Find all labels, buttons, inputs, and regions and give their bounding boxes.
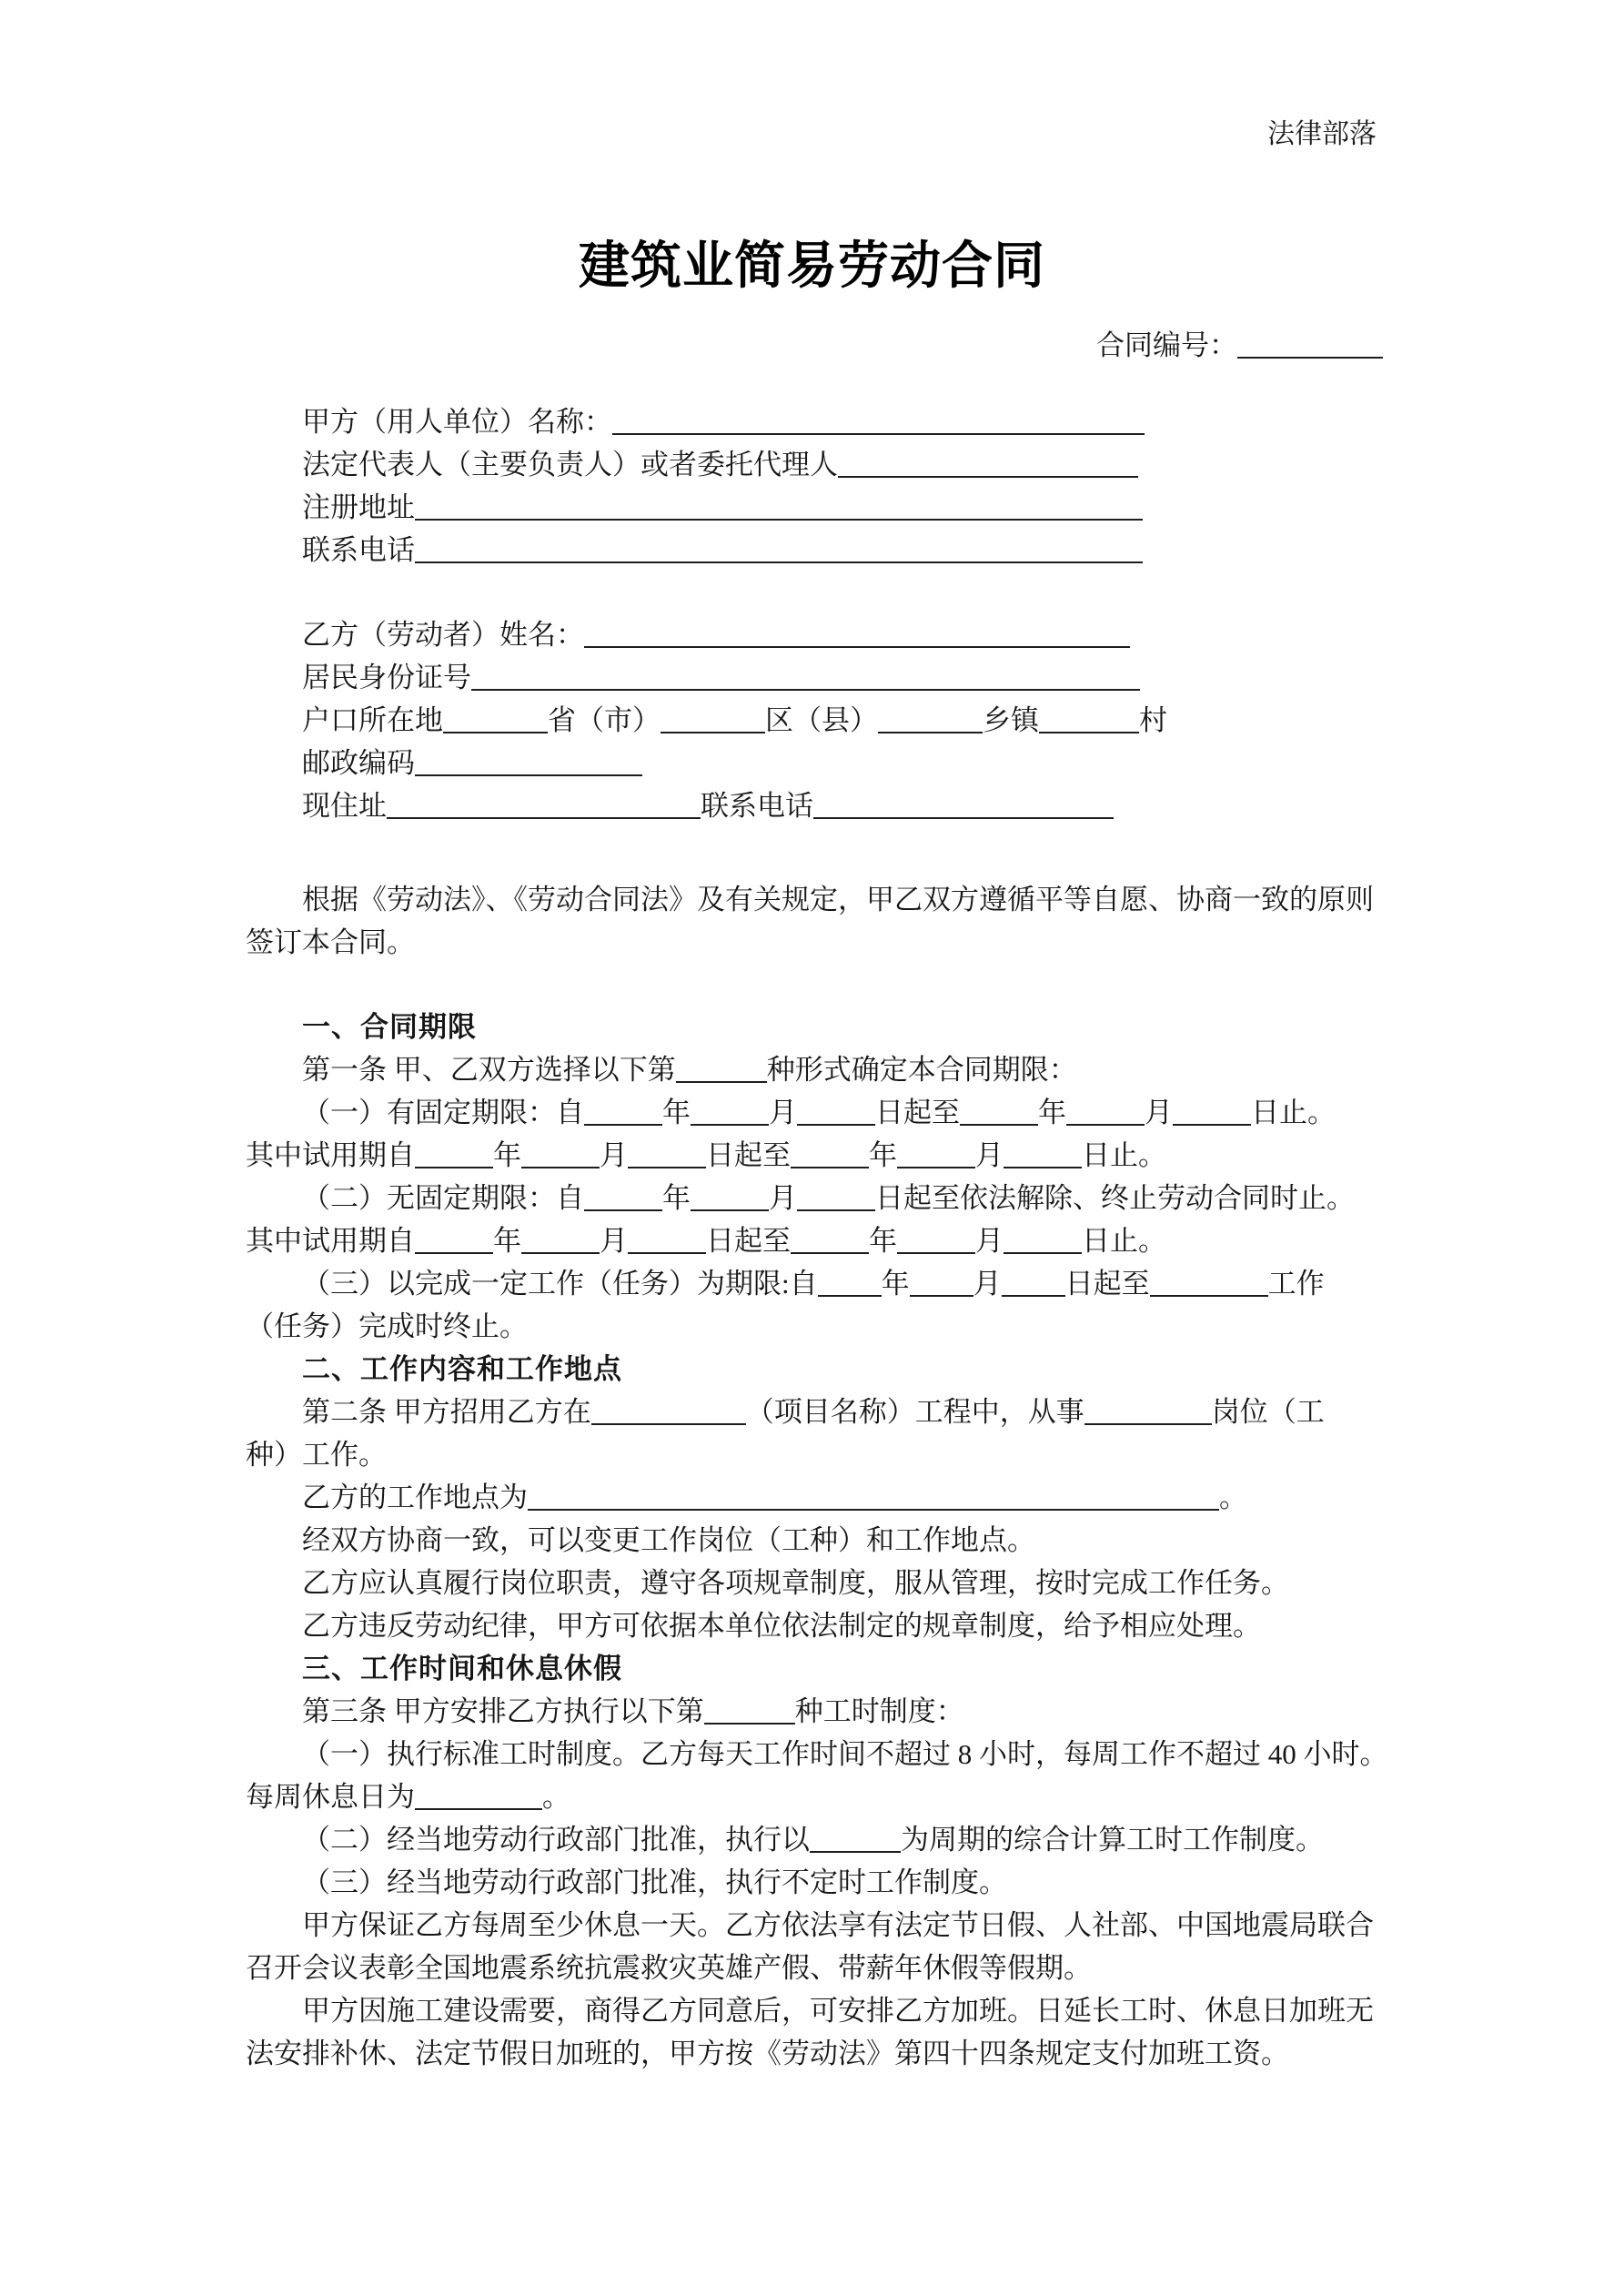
text-run: 月 <box>1145 1097 1173 1128</box>
text-run: 年 <box>869 1139 897 1171</box>
article-2-change-line <box>246 1519 1415 1562</box>
fill-blank <box>415 1140 493 1168</box>
text-run: 日止。 <box>1082 1139 1166 1171</box>
text-run: 年 <box>869 1225 897 1257</box>
fill-blank <box>591 1397 746 1425</box>
fill-blank <box>878 705 983 733</box>
text-run: 户口所在地 <box>302 704 443 736</box>
section-3-heading <box>246 1647 1415 1690</box>
fill-blank <box>1039 705 1139 733</box>
fill-blank <box>661 705 765 733</box>
party-a-representative-line <box>246 443 1415 486</box>
fill-blank <box>691 1183 769 1211</box>
text-run: 甲方保证乙方每周至少休息一天。乙方依法享有法定节日假、人社部、中国地震局联合 <box>302 1909 1374 1941</box>
text-run: 年 <box>662 1182 691 1214</box>
fill-blank <box>415 1226 493 1254</box>
fill-blank <box>471 663 1140 691</box>
party-a-phone-line <box>246 529 1415 571</box>
text-run: 三、工作时间和休息休假 <box>302 1653 622 1684</box>
text-run: 现住址 <box>302 790 387 822</box>
article-3-rest-line <box>246 1904 1415 1947</box>
fill-blank <box>1004 1140 1082 1168</box>
article-2-duty-line <box>246 1562 1415 1604</box>
party-b-id-number-line <box>246 656 1415 699</box>
text-run: 种）工作。 <box>246 1439 387 1471</box>
fill-blank <box>528 1482 1219 1511</box>
fill-blank <box>797 1183 875 1211</box>
text-run: 其中试用期自 <box>246 1139 415 1171</box>
text-run: （三）经当地劳动行政部门批准，执行不定时工作制度。 <box>302 1866 1007 1898</box>
fill-blank <box>521 1226 600 1254</box>
article-1-item-2-continuation-line <box>246 1219 1415 1262</box>
fill-blank <box>797 1097 875 1126</box>
fill-blank <box>897 1140 975 1168</box>
text-run: 联系电话 <box>302 534 415 566</box>
article-3-item-3-line <box>246 1861 1415 1904</box>
text-run: 工作 <box>1267 1268 1325 1300</box>
text-run: 年 <box>662 1097 691 1128</box>
article-1-item-1-line <box>246 1091 1415 1134</box>
article-1-item-3-continuation-line <box>246 1305 1415 1348</box>
text-run: 根据《劳动法》、《劳动合同法》及有关规定，甲乙双方遵循平等自愿、协商一致的原则 <box>302 884 1374 915</box>
contract-no-blank <box>1237 330 1383 359</box>
fill-blank <box>813 791 1114 819</box>
text-run: 种形式确定本合同期限： <box>766 1054 1077 1086</box>
text-run: 乙方（劳动者）姓名： <box>302 619 584 651</box>
text-run: 为周期的综合计算工时工作制度。 <box>901 1824 1324 1856</box>
fill-blank <box>897 1226 975 1254</box>
fill-blank <box>584 1183 662 1211</box>
fill-blank <box>584 620 1130 648</box>
fill-blank <box>1173 1097 1251 1126</box>
article-2-discipline-line <box>246 1604 1415 1647</box>
text-run: 日起至 <box>706 1139 791 1171</box>
party-a-name-line <box>246 400 1415 443</box>
brand-watermark: 法律部落 <box>1267 119 1377 149</box>
fill-blank <box>791 1140 869 1168</box>
text-run: 注册地址 <box>302 491 415 523</box>
contract-number-label: 合同编号： <box>1096 329 1237 361</box>
text-run: 联系电话 <box>701 790 813 822</box>
text-run: 经双方协商一致，可以变更工作岗位（工种）和工作地点。 <box>302 1524 1035 1556</box>
text-run: （二）经当地劳动行政部门批准，执行以 <box>302 1824 810 1856</box>
fill-blank <box>704 1696 795 1725</box>
text-run: 年 <box>1038 1097 1066 1128</box>
text-run: 。 <box>542 1781 570 1813</box>
text-run: 法安排补休、法定节假日加班的，甲方按《劳动法》第四十四条规定支付加班工资。 <box>246 2038 1289 2069</box>
fill-blank <box>838 450 1138 478</box>
text-run: （二）无固定期限：自 <box>302 1182 584 1214</box>
article-3-overtime-line <box>246 1989 1415 2032</box>
text-run: 召开会议表彰全国地震系统抗震救灾英雄产假、带薪年休假等假期。 <box>246 1952 1092 1984</box>
fill-blank <box>676 1055 767 1083</box>
article-3-rest-continuation-line <box>246 1947 1415 1989</box>
text-run: 第二条 甲方招用乙方在 <box>302 1396 591 1428</box>
article-2-intro-continuation-line <box>246 1433 1415 1476</box>
article-1-item-1-continuation-line <box>246 1134 1415 1177</box>
text-run: （一）执行标准工时制度。乙方每天工作时间不超过 8 小时，每周工作不超过 40 小时。 <box>302 1738 1388 1770</box>
text-run: 月 <box>769 1097 797 1128</box>
article-3-item-2-line <box>246 1818 1415 1861</box>
article-3-item-1-line <box>246 1733 1415 1775</box>
text-run: 甲方因施工建设需要，商得乙方同意后，可安排乙方加班。日延长工时、休息日加班无 <box>302 1995 1374 2027</box>
preamble-line-1 <box>246 878 1415 921</box>
text-run: 年 <box>493 1139 521 1171</box>
text-run: 日止。 <box>1251 1097 1336 1128</box>
text-run: 第三条 甲方安排乙方执行以下第 <box>302 1695 704 1727</box>
party-b-current-address-line <box>246 784 1415 827</box>
fill-blank <box>521 1140 600 1168</box>
article-3-overtime-continuation-line <box>246 2032 1415 2075</box>
fill-blank <box>628 1140 706 1168</box>
text-run: 邮政编码 <box>302 747 415 779</box>
fill-blank <box>818 1269 882 1297</box>
fill-blank <box>415 1782 542 1810</box>
article-3-intro-line <box>246 1690 1415 1733</box>
party-b-household-registration-line <box>246 699 1415 742</box>
fill-blank <box>415 492 1143 521</box>
text-run: 月 <box>975 1225 1004 1257</box>
text-run: 月 <box>600 1225 628 1257</box>
text-run: 日起至 <box>1064 1268 1150 1300</box>
text-run: 村 <box>1139 704 1167 736</box>
article-2-workplace-line <box>246 1476 1415 1519</box>
text-run: 区（县） <box>765 704 878 736</box>
fill-blank <box>415 535 1143 563</box>
fill-blank <box>1150 1269 1268 1297</box>
text-run: 月 <box>975 1139 1004 1171</box>
article-1-intro-line <box>246 1048 1415 1091</box>
party-b-postcode-line <box>246 742 1415 784</box>
text-run: 月 <box>973 1268 1002 1300</box>
text-run: 二、工作内容和工作地点 <box>302 1353 622 1385</box>
fill-blank <box>415 748 642 776</box>
contract-number-line <box>1096 326 1383 366</box>
text-run: 甲方（用人单位）名称： <box>302 406 612 438</box>
text-run: 居民身份证号 <box>302 662 471 693</box>
text-run: 日起至依法解除、终止劳动合同时止。 <box>875 1182 1355 1214</box>
contract-body <box>246 400 1415 2075</box>
fill-blank <box>1066 1097 1145 1126</box>
text-run: 日起至 <box>706 1225 791 1257</box>
text-run: 乡镇 <box>983 704 1039 736</box>
text-run: 其中试用期自 <box>246 1225 415 1257</box>
text-run: 月 <box>769 1182 797 1214</box>
fill-blank <box>960 1097 1038 1126</box>
fill-blank <box>584 1097 662 1126</box>
fill-blank <box>810 1825 901 1853</box>
fill-blank <box>443 705 548 733</box>
text-run: 日起至 <box>875 1097 960 1128</box>
text-run: （任务）完成时终止。 <box>246 1310 528 1342</box>
text-run: （项目名称）工程中，从事 <box>745 1396 1084 1428</box>
article-1-item-2-line <box>246 1177 1415 1219</box>
text-run: 省（市） <box>548 704 661 736</box>
party-b-name-line <box>246 613 1415 656</box>
fill-blank <box>1084 1397 1212 1425</box>
text-run: 乙方应认真履行岗位职责，遵守各项规章制度，服从管理，按时完成工作任务。 <box>302 1567 1289 1599</box>
fill-blank <box>691 1097 769 1126</box>
text-run: 年 <box>493 1225 521 1257</box>
party-a-registered-address-line <box>246 486 1415 529</box>
text-run: 乙方的工作地点为 <box>302 1482 528 1513</box>
text-run: 每周休息日为 <box>246 1781 415 1813</box>
text-run: 。 <box>1219 1482 1247 1513</box>
fill-blank <box>387 791 701 819</box>
text-run: 第一条 甲、乙双方选择以下第 <box>302 1054 676 1086</box>
text-run: 签订本合同。 <box>246 926 415 958</box>
article-1-item-3-line <box>246 1262 1415 1305</box>
text-run: 年 <box>881 1268 910 1300</box>
document-title: 建筑业简易劳动合同 <box>579 238 1045 295</box>
fill-blank <box>1002 1269 1065 1297</box>
text-run: 月 <box>600 1139 628 1171</box>
text-run: 一、合同期限 <box>302 1011 477 1043</box>
fill-blank <box>1004 1226 1082 1254</box>
article-2-intro-line <box>246 1391 1415 1433</box>
text-run: 法定代表人（主要负责人）或者委托代理人 <box>302 449 838 480</box>
section-1-heading <box>246 1006 1415 1048</box>
text-run: （一）有固定期限：自 <box>302 1097 584 1128</box>
text-run: 乙方违反劳动纪律，甲方可依据本单位依法制定的规章制度，给予相应处理。 <box>302 1610 1261 1642</box>
text-run: （三）以完成一定工作（任务）为期限:自 <box>302 1268 818 1300</box>
fill-blank <box>910 1269 973 1297</box>
text-run: 岗位（工 <box>1211 1396 1325 1428</box>
fill-blank <box>791 1226 869 1254</box>
text-run: 种工时制度： <box>794 1695 964 1727</box>
fill-blank <box>628 1226 706 1254</box>
article-3-item-1-continuation-line <box>246 1775 1415 1818</box>
preamble-line-2 <box>246 921 1415 964</box>
section-2-heading <box>246 1348 1415 1391</box>
fill-blank <box>612 407 1145 435</box>
text-run: 日止。 <box>1082 1225 1166 1257</box>
